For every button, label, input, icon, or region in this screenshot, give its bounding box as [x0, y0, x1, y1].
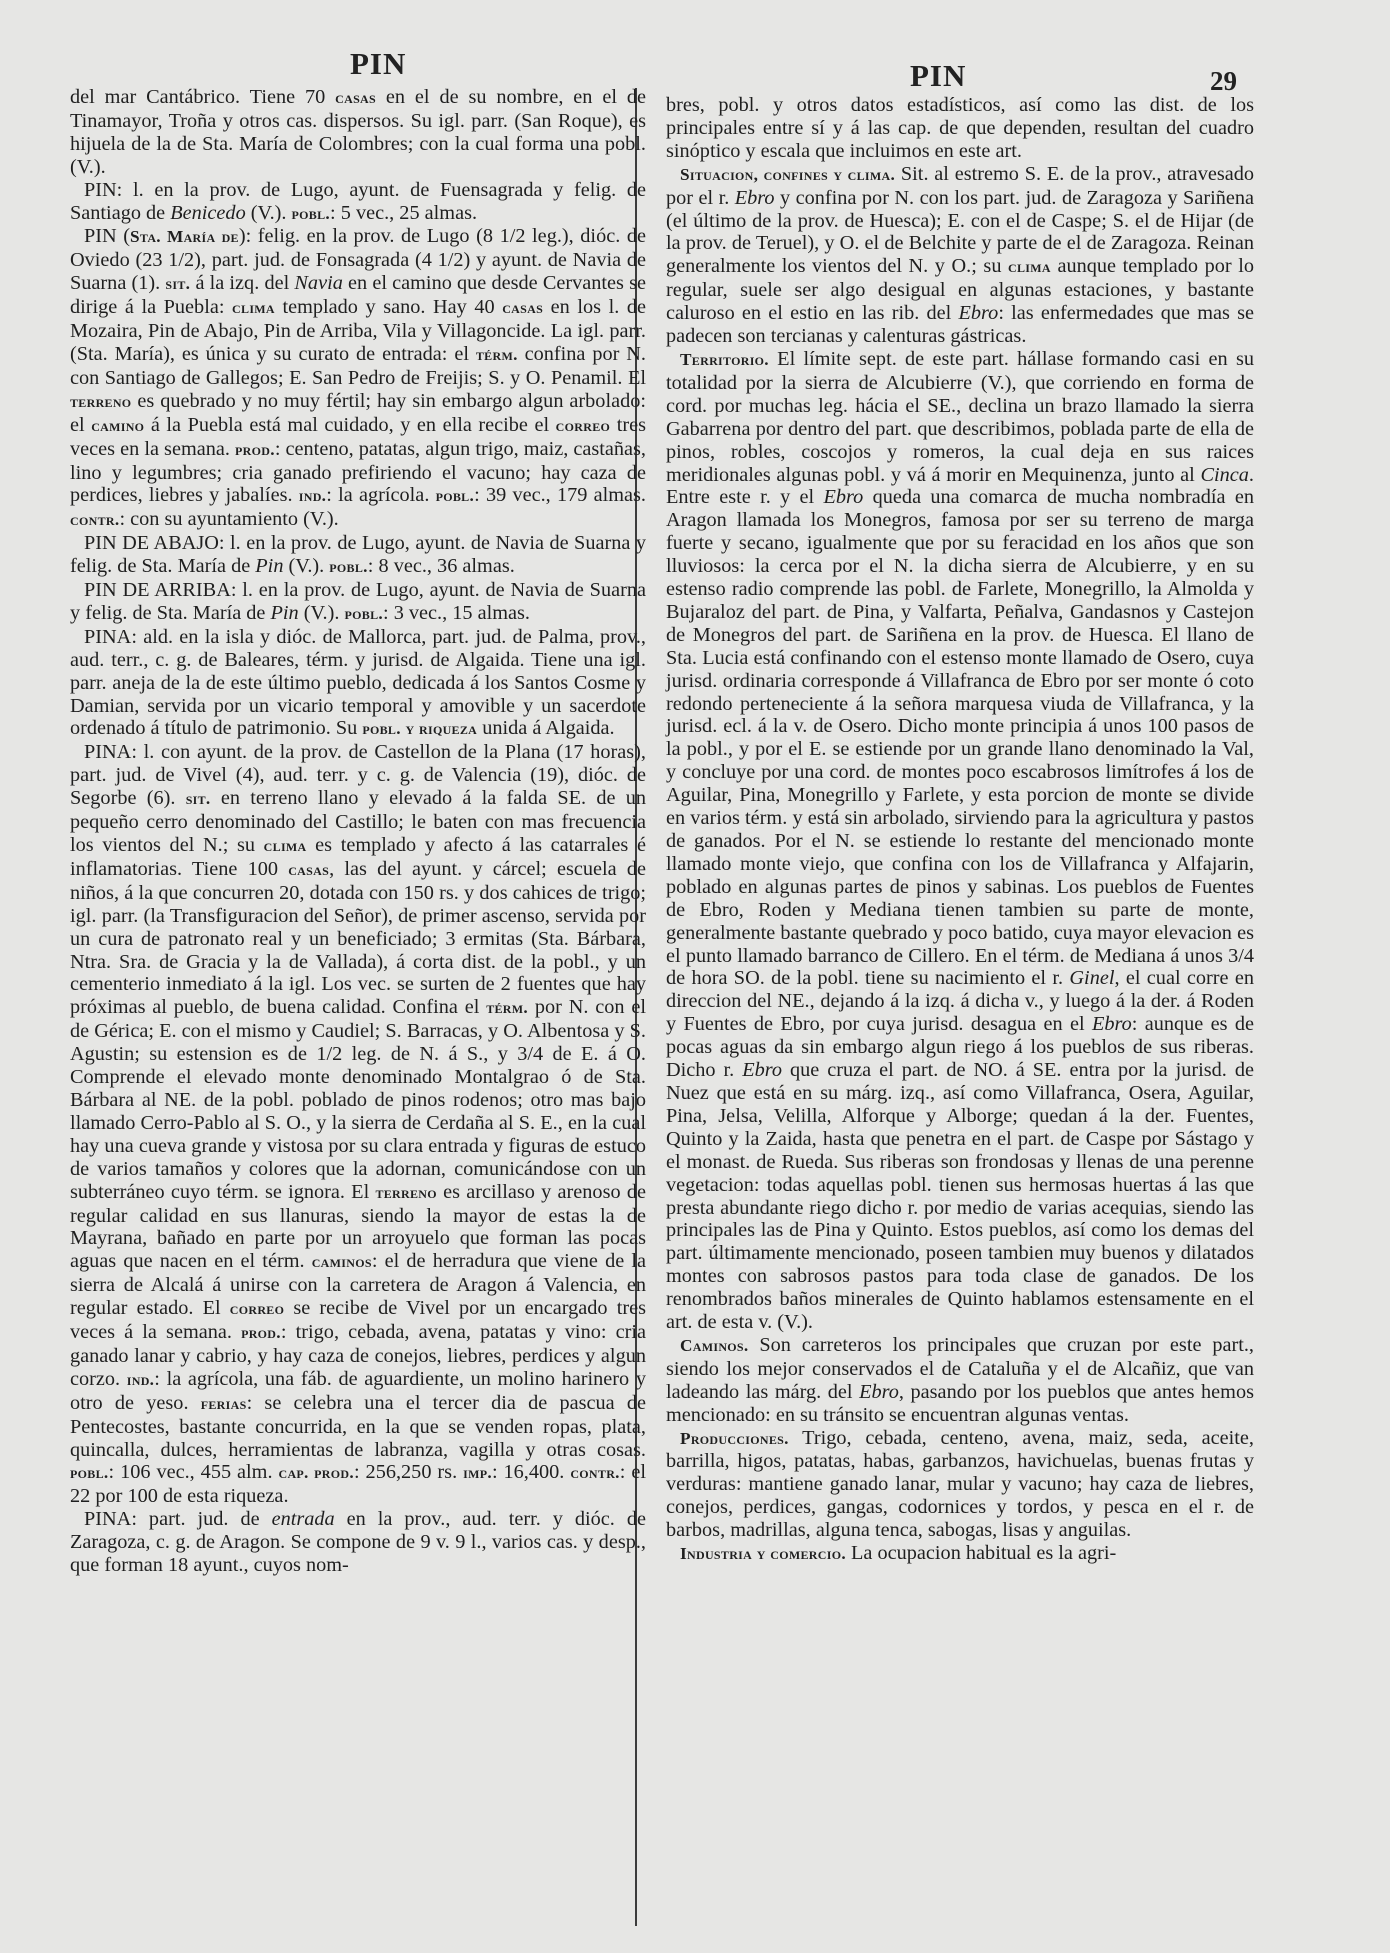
right-running-header: PIN	[910, 58, 967, 93]
left-running-header: PIN	[350, 46, 407, 81]
section-caminos: Caminos. Son carreteros los principales que cruzan por este part., siendo los mejor conservados el de Cataluña y el de Alcañiz, que van ladeando las márg. del Ebro, pasando por los pueblos que antes hemos mencionado: en su tránsito se encuentran algunas ventas.	[666, 1333, 1254, 1426]
entry-pin-lugo: PIN: l. en la prov. de Lugo, ayunt. de Fuensagrada y felig. de Santiago de Benicedo (V.). pobl.: 5 vec., 25 almas.	[70, 178, 646, 224]
entry-pin-de-abajo: PIN DE ABAJO: l. en la prov. de Lugo, ayunt. de Navia de Suarna y felig. de Sta. María de Pin (V.). pobl.: 8 vec., 36 almas.	[70, 532, 646, 578]
entry-pina-mallorca: PINA: ald. en la isla y dióc. de Mallorca, part. jud. de Palma, prov., aud. terr., c. g. de Baleares, térm. y jurisd. de Algaida. Tiene una igl. parr. aneja de la de este último pueblo, dedicada á los Santos Cosme y Damian, servida por un vicario temporal y amovible y un sacerdote ordenado á título de patrimonio. Su pobl. y riqueza unida á Algaida.	[70, 625, 646, 740]
section-industria: Industria y comercio. La ocupacion habitual es la agri-	[680, 1542, 1117, 1565]
entry-pin-de-arriba: PIN DE ARRIBA: l. en la prov. de Lugo, ayunt. de Navia de Suarna y felig. de Sta. María de Pin (V.). pobl.: 3 vec., 15 almas.	[70, 579, 646, 624]
section-producciones: Producciones. Trigo, cebada, centeno, avena, maiz, seda, aceite, barrilla, higos, patatas, habas, garbanzos, havichuelas, buenas frutas y verduras: mantiene ganado lanar, mular y vacuno; hay caza de liebres, conejos, perdices, gangas, codornices y tordos, y pesca en el r. de barbos, madrillas, alguna tenca, sabogas, lisas y anguilas.	[666, 1426, 1254, 1542]
entry-pina-partido: PINA: part. jud. de entrada en la prov., aud. terr. y dióc. de Zaragoza, c. g. de Aragon. Se compone de 9 v. 9 l., varios cas. y desp., que forman 18 ayunt., cuyos nom-	[70, 1508, 646, 1577]
entry-continuation: del mar Cantábrico. Tiene 70 casas en el de su nombre, en el de Tinamayor, Troña y otros cas. dispersos. Su igl. parr. (San Roque), es hijuela de la de Sta. María de Colombres; con la cual forma una pobl. (V.).	[70, 86, 646, 178]
entry-pina-castellon: PINA: l. con ayunt. de la prov. de Castellon de la Plana (17 horas), part. jud. de Vivel (4), aud. terr. y c. g. de Valencia (19), dióc. de Segorbe (6). sit. en terreno llano y elevado á la falda SE. de un pequeño cerro denominado del Castillo; le baten con mas frecuencia los vientos del N.; su clima es templado y afecto á las catarrales é inflamatorias. Tiene 100 casas, las del ayunt. y cárcel; escuela de niños, á la que concurren 20, dotada con 150 rs. y dos cahices de trigo; igl. parr. (la Transfiguracion del Señor), de primer ascenso, servida por un cura de patronato real y un beneficiado; 3 ermitas (Sta. Bárbara, Ntra. Sra. de Gracia y la de Vallada), á corta dist. de la pobl., y un cementerio inmediato á la igl. Los vec. se surten de 2 fuentes que hay próximas al pueblo, de buena calidad. Confina el térm. por N. con el de Gérica; E. con el mismo y Caudiel; S. Barracas, y O. Albentosa y S. Agustin; su estension es de 1/2 leg. de N. á S., y 3/4 de E. á O. Comprende el elevado monte denominado Montalgrao ó de Sta. Bárbara al NE. de la pobl. poblado de pinos rodenos; otro mas bajo llamado Cerro-Pablo al S. O., y la sierra de Cerdaña al S. E., en la cual hay una cueva grande y vistosa por su clara entrada y figuras de estuco de varios tamaños y colores que la adornan, comunicándose con un subterráneo cuyo térm. se ignora. El terreno es arcillaso y arenoso de regular calidad en sus llanuras, siendo la mayor de estas la de Mayrana, bañado en parte por un arroyuelo que forman las pocas aguas que nacen en el térm. caminos: el de herradura que viene de la sierra de Alcalá á unirse con la carretera de Aragon á Valencia, en regular estado. El correo se recibe de Vivel por un encargado tres veces á la semana. prod.: trigo, cebada, avena, patatas y vino: cria ganado lanar y cabrio, y hay caza de conejos, liebres, perdices y algun corzo. ind.: la agrícola, una fáb. de aguardiente, un molino harinero y otro de yeso. ferias: se celebra una el tercer dia de pascua de Pentecostes, bastante concurrida, en la que se venden ropas, plata, quincalla, dulces, herramientas de labranza, vagilla y otras cosas. pobl.: 106 vec., 455 alm. cap. prod.: 256,250 rs. imp.: 16,400. contr.: el 22 por 100 de esta riqueza.	[70, 741, 647, 1508]
section-situacion: Situacion, confines y clima. Sit. al estremo S. E. de la prov., atravesado por el r. Ebro y confina por N. con los part. jud. de Zaragoza y Sariñena (el último de la prov. de Huesca); E. con el de Caspe; S. el de Hijar (de la prov. de Teruel), y O. el de Belchite y parte de el de Zaragoza. Reinan generalmente los vientos del N. y O.; su clima aunque templado por lo regular, suele ser algo desigual en algunas estaciones, y bastante caluroso en el estio en las rib. del Ebro: las enfermedades que mas se padecen son tercianas y calenturas gástricas.	[666, 162, 1255, 348]
entry-continuation-right: bres, pobl. y otros datos estadísticos, así como las dist. de los principales entre sí y á las cap. de que dependen, resultan del cuadro sinóptico y escala que incluimos en este art.	[666, 94, 1254, 162]
right-column	[666, 94, 1254, 1566]
entry-pin-sta-maria: PIN (Sta. María de): felig. en la prov. de Lugo (8 1/2 leg.), dióc. de Oviedo (23 1/2), part. jud. de Fonsagrada (4 1/2) y ayunt. de Navia de Suarna (1). sit. á la izq. del Navia en el camino que desde Cervantes se dirige á la Puebla: clima templado y sano. Hay 40 casas en los l. de Mozaira, Pin de Abajo, Pin de Arriba, Vila y Villagoncide. La igl. parr. (Sta. María), es única y su curato de entrada: el térm. confina por N. con Santiago de Gallegos; E. San Pedro de Freijis; S. y O. Penamil. El terreno es quebrado y no muy fértil; hay sin embargo algun arbolado: el camino á la Puebla está mal cuidado, y en ella recibe el correo tres veces en la semana. prod.: centeno, patatas, algun trigo, maiz, castañas, lino y legumbres; cria ganado prefiriendo el vacuno; hay caza de perdices, liebres y jabalíes. ind.: la agrícola. pobl.: 39 vec., 179 almas. contr.: con su ayuntamiento (V.).	[70, 225, 646, 531]
section-territorio: Territorio. El límite sept. de este part. hállase formando casi en su totalidad por la sierra de Alcubierre (V.), que corriendo en forma de cord. por muchas leg. hácia el SE., declina un brazo llamado la sierra Gabarrena por dentro del part. que describimos, poblada parte de ella de pinos, robles, coscojos y romeros, la cual deja en sus raices meridionales algunas pobl. y vá á morir en Mequinenza, junto al Cinca. Entre este r. y el Ebro queda una comarca de mucha nombradía en Aragon llamada los Monegros, famosa por ser su terreno de marga fuerte y secano, igualmente que por su feracidad en los años que son lluviosos: la cerca por el N. la dicha sierra de Alcubierre, y en su estenso radio comprende las pobl. de Farlete, Monegrillo, la Almolda y Bujaraloz del part. de Pina, y Valfarta, Peñalva, Gandasnos y Castejon de Monegros del part. de Sariñena en la prov. de Huesca. El llano de Sta. Lucia está confinando con el estenso monte llamado de Osero, cuya jurisd. ordinaria corresponde á Villafranca de Ebro por ser monte ó coto redondo perteneciente á la señora marquesa viuda de Villafranca, y la jurisd. ecl. á la v. de Osero. Dicho monte principia á unos 100 pasos de la pobl., y por el E. se estiende por un grande llano denominado la Val, y concluye por una cord. de montes poco escabrosos limítrofes á los de Aguilar, Pina, Monegrillo y Farlete, y esta porcion de monte se divide en varios térm. y está sin arbolado, sirviendo para la agricultura y pastos de ganados. Por el N. se estiende lo restante del mencionado monte llamado monte viejo, que confina con los de Villafranca y Alfajarin, poblado en algunas partes de pinos y sabinas. Los pueblos de Fuentes de Ebro, Roden y Mediana tienen tambien su parte de monte, generalmente bastante quebrado y poco batido, cuya mayor elevacion es el punto llamado barranco de Cillero. En el térm. de Mediana á unos 3/4 de hora SO. de la pobl. tiene su nacimiento el r. Ginel, el cual corre en direccion del NE., dejando á la izq. á dicha v., y luego á la der. á Roden y Fuentes de Ebro, por cuya jurisd. desagua en el Ebro: aunque es de pocas aguas da sin embargo algun riego á los pueblos de sus riberas. Dicho r. Ebro que cruza el part. de NO. á SE. entra por la jurisd. de Nuez que está en su márg. izq., así como Villafranca, Osera, Aguilar, Pina, Jelsa, Velilla, Alforque y Alborge; quedan á la der. Fuentes, Quinto y la Zaida, hasta que penetra en el part. de Caspe por Sástago y el monast. de Rueda. Sus riberas son frondosas y llenas de una perenne vegetacion: todas aquellas pobl. tienen sus hermosas huertas á las que presta abundante riego dicho r. por medio de varias acequias, siendo las principales las de Pina y Quinto. Estos pueblos, así como los demas del part. últimamente mencionado, poseen tambien muy buenos y dilatados montes con sabrosos pastos para toda clase de ganados. De los renombrados baños minerales de Quinto hablamos estensamente en el art. de esta v. (V.).	[666, 347, 1254, 1334]
page-number: 29	[1210, 66, 1237, 96]
left-column	[70, 86, 646, 1577]
